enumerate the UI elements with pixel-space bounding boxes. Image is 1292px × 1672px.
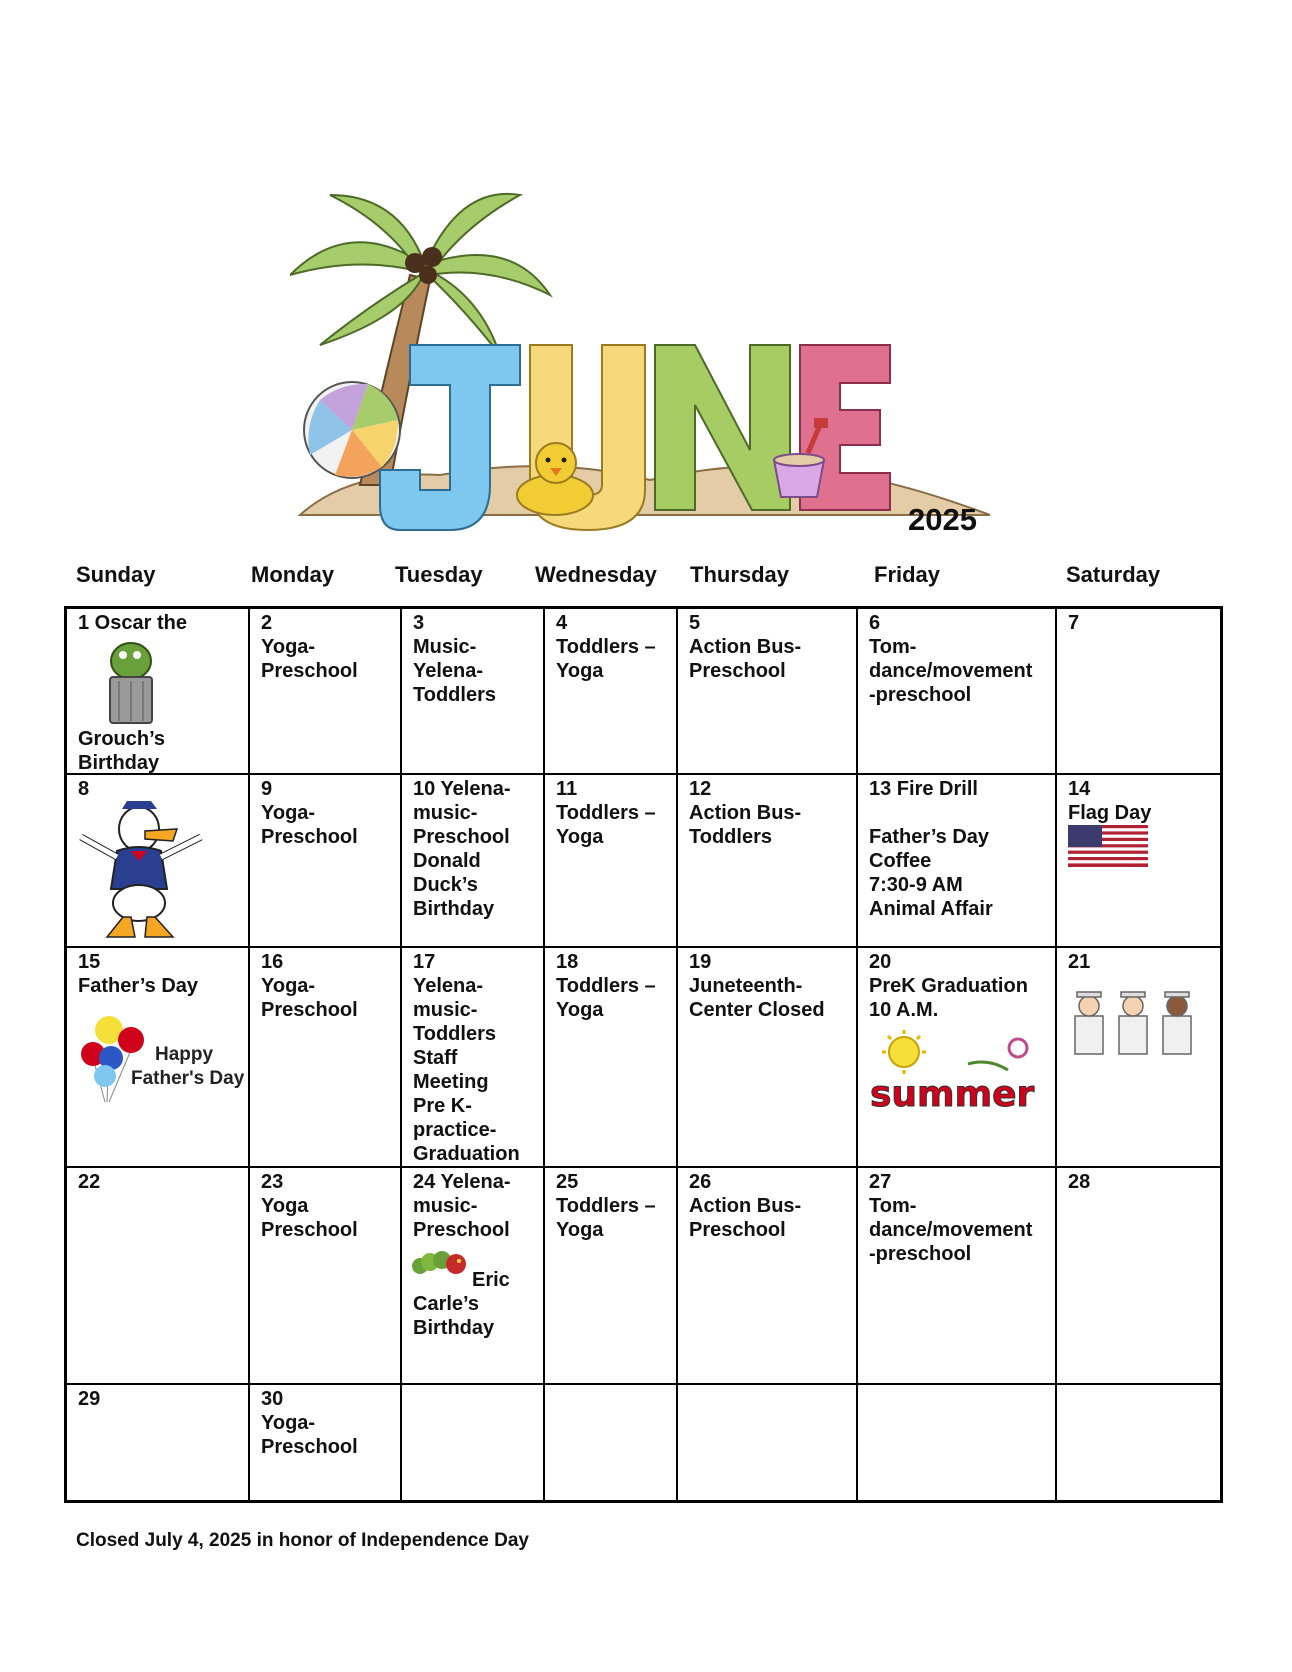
empty-cell [1057,1385,1220,1500]
day-28-text: 28 [1068,1171,1091,1193]
day-21-text: 21 [1068,951,1091,973]
empty-cell [858,1385,1057,1500]
day-15-text: 15 Father’s Day [78,951,199,997]
day-17-text: 17 Yelena- music- Toddlers Staff Meeting Pre K- practice- Graduation [413,951,520,1165]
weekday-sunday: Sunday [76,562,156,587]
year-label: 2025 [908,502,977,537]
day-26-text: 26 Action Bus- Preschool [689,1171,802,1241]
day-cell-9 [250,775,402,948]
fathers-day-balloons-image [79,1010,247,1110]
day-cell-15 [67,948,250,1168]
calendar-grid [64,606,1223,1503]
day-cell-28 [1057,1168,1220,1385]
day-4-text: 4 Toddlers – Yoga [556,612,656,682]
day-10-text: 10 Yelena- music- Preschool Donald Duck’s Birthday [413,778,511,920]
day-cell-18 [545,948,678,1168]
day-24-text-cont: Carle’s Birthday [413,1293,495,1339]
empty-cell [545,1385,678,1500]
day-cell-26 [678,1168,858,1385]
day-cell-23 [250,1168,402,1385]
weekday-thursday: Thursday [690,562,790,587]
day-30-text: 30 Yoga- Preschool [261,1388,358,1458]
empty-cell [678,1385,858,1500]
day-9-text: 9 Yoga- Preschool [261,778,358,848]
day-cell-5 [678,609,858,775]
day-22-text: 22 [78,1171,101,1193]
day-24-eric: Eric [472,1269,510,1291]
day-cell-20 [858,948,1057,1168]
oscar-grouch-image [101,639,161,727]
day-24-text: 24 Yelena- music- Preschool [413,1171,511,1241]
empty-cell [402,1385,545,1500]
day-11-text: 11 Toddlers – Yoga [556,778,656,848]
day-cell-13 [858,775,1057,948]
day-cell-27 [858,1168,1057,1385]
day-cell-7 [1057,609,1220,775]
day-cell-8 [67,775,250,948]
day-19-text: 19 Juneteenth- Center Closed [689,951,825,1021]
day-7-text: 7 [1068,612,1080,634]
day-cell-14 [1057,775,1220,948]
day-13-text: 13 Fire Drill Father’s Day Coffee 7:30-9 AM Animal Affair [869,778,993,920]
graduation-kids-image [1069,982,1197,1064]
day-cell-19 [678,948,858,1168]
summer-sun-image [868,1030,1048,1116]
day-29-text: 29 [78,1388,101,1410]
donald-duck-image [77,799,207,941]
fathers-day-text: Father's Day [131,1068,245,1089]
day-cell-10 [402,775,545,948]
day-20-text: 20 PreK Graduation 10 A.M. [869,951,1028,1021]
american-flag-image [1068,825,1148,867]
weekday-wednesday: Wednesday [535,562,657,587]
day-cell-30 [250,1385,402,1500]
day-8-text: 8 [78,778,90,800]
day-cell-24 [402,1168,545,1385]
summer-text: summer [870,1074,1035,1115]
day-5-text: 5 Action Bus- Preschool [689,612,802,682]
day-1-text-cont: Grouch’s Birthday [78,728,166,774]
happy-text: Happy [155,1044,214,1065]
day-23-text: 23 Yoga Preschool [261,1171,358,1241]
weekday-tuesday: Tuesday [395,562,483,587]
day-cell-2 [250,609,402,775]
day-16-text: 16 Yoga- Preschool [261,951,358,1021]
day-cell-25 [545,1168,678,1385]
day-cell-6 [858,609,1057,775]
day-1-text: 1 Oscar the [78,612,187,634]
day-18-text: 18 Toddlers – Yoga [556,951,656,1021]
day-27-text: 27 Tom- dance/movement -preschool [869,1171,1033,1265]
day-cell-21 [1057,948,1220,1168]
day-25-text: 25 Toddlers – Yoga [556,1171,656,1241]
june-banner-illustration [290,185,990,545]
day-14-text: 14 Flag Day [1068,778,1152,824]
day-cell-29 [67,1385,250,1500]
weekday-monday: Monday [251,562,335,587]
day-cell-4 [545,609,678,775]
day-cell-12 [678,775,858,948]
day-cell-11 [545,775,678,948]
footer-note: Closed July 4, 2025 in honor of Independence Day [76,1530,529,1551]
weekday-saturday: Saturday [1066,562,1161,587]
day-cell-3 [402,609,545,775]
day-cell-16 [250,948,402,1168]
day-12-text: 12 Action Bus- Toddlers [689,778,802,848]
day-2-text: 2 Yoga- Preschool [261,612,358,682]
day-cell-22 [67,1168,250,1385]
caterpillar-image [412,1244,468,1280]
day-3-text: 3 Music- Yelena- Toddlers [413,612,496,706]
day-cell-1 [67,609,250,775]
day-cell-17 [402,948,545,1168]
weekday-friday: Friday [874,562,941,587]
day-6-text: 6 Tom- dance/movement -preschool [869,612,1033,706]
